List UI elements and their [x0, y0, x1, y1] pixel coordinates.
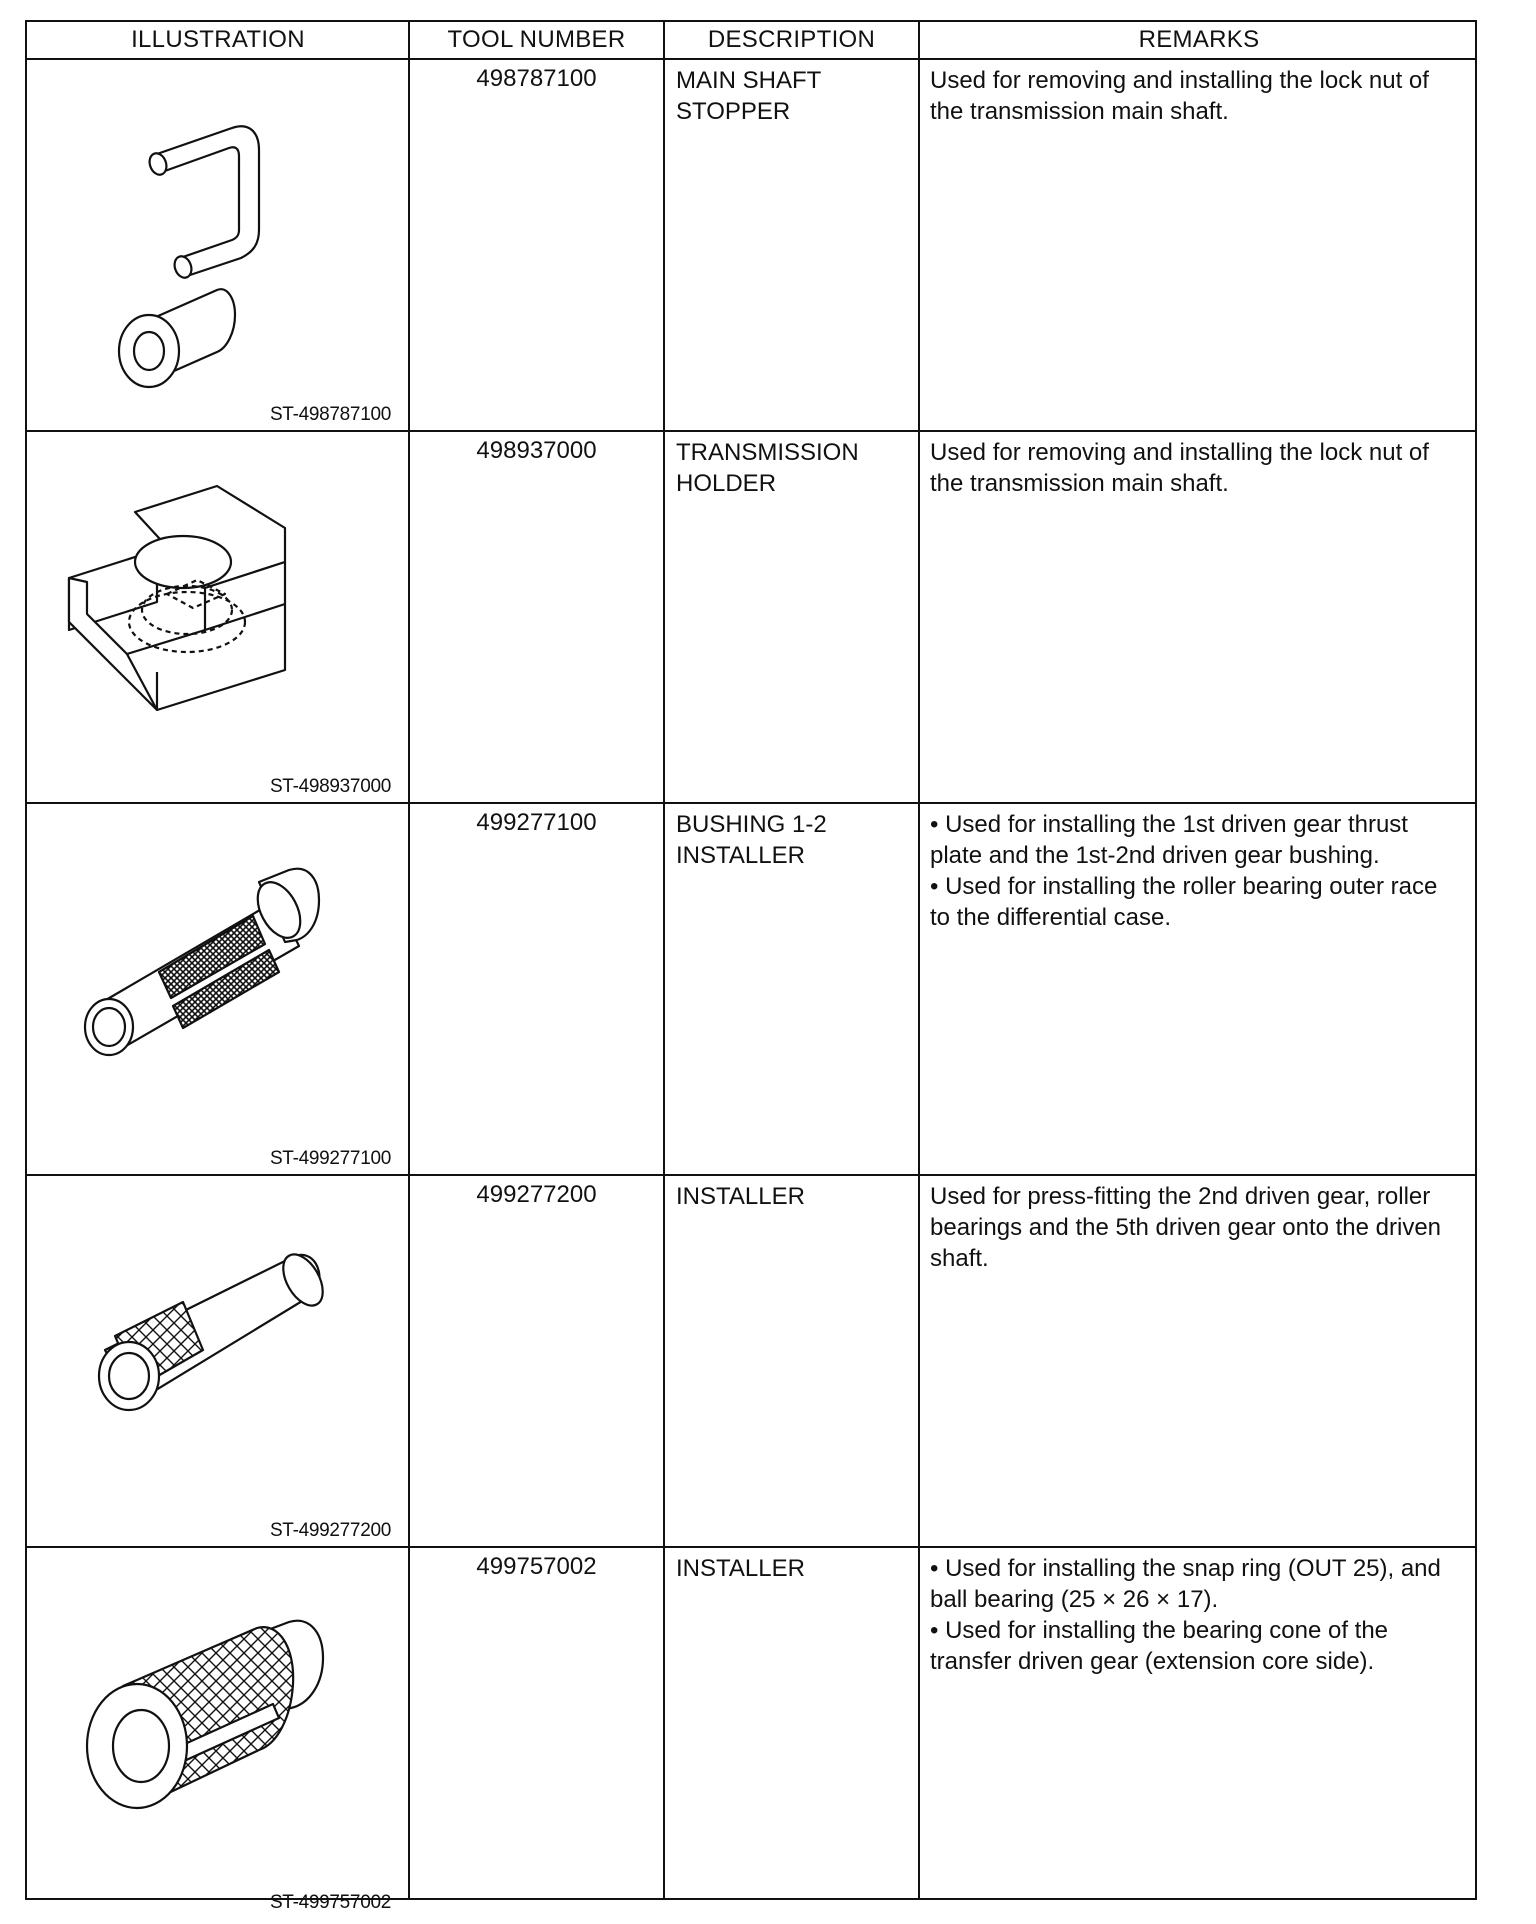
remarks: [919, 1548, 1479, 1920]
table-row: [27, 1548, 1475, 1920]
remarks: [919, 804, 1479, 1176]
description-line: INSTALLER: [676, 1183, 805, 1210]
remarks: [919, 60, 1479, 432]
table-row: [27, 804, 1475, 1176]
remarks-line: • Used for installing the 1st driven gear thrust: [930, 811, 1408, 838]
illustration-code: ST-498787100: [269, 404, 391, 425]
description-line: INSTALLER: [676, 842, 805, 869]
bushing-installer-icon: [27, 804, 409, 1176]
header-description: DESCRIPTION: [707, 26, 876, 53]
table-row: [27, 432, 1475, 804]
tool-number: 498787100: [476, 65, 597, 92]
remarks: [919, 1176, 1479, 1548]
main-shaft-stopper-icon: [27, 60, 409, 432]
remarks-line: • Used for installing the bearing cone of the: [930, 1617, 1389, 1644]
description-line: TRANSMISSION: [676, 439, 859, 466]
remarks-line: • Used for installing the roller bearing outer race: [930, 873, 1438, 900]
description: [664, 1176, 919, 1548]
illustration-cell: [27, 1176, 409, 1548]
transmission-holder-icon: [27, 432, 409, 804]
description-line: STOPPER: [676, 98, 791, 125]
header-remarks: REMARKS: [1138, 26, 1260, 53]
illustration-cell: [27, 432, 409, 804]
illustration-code: ST-499277100: [269, 1148, 391, 1169]
remarks-line: ball bearing (25 × 26 × 17).: [930, 1586, 1219, 1613]
illustration-cell: [27, 1548, 409, 1920]
installer-long-icon: [27, 1176, 409, 1548]
special-tools-table: [25, 20, 1477, 1913]
description: [664, 1548, 919, 1920]
description-line: INSTALLER: [676, 1555, 805, 1582]
illustration-code: ST-498937000: [269, 776, 391, 797]
remarks: [919, 432, 1479, 804]
installer-short-icon: [27, 1548, 409, 1920]
description: [664, 60, 919, 432]
tool-number: 499277100: [476, 809, 597, 836]
remarks-line: • Used for installing the snap ring (OUT 25), and: [930, 1555, 1441, 1582]
remarks-line: bearings and the 5th driven gear onto the driven: [930, 1214, 1442, 1241]
illustration-cell: [27, 804, 409, 1176]
description-line: HOLDER: [676, 470, 777, 497]
illustration-code: ST-499277200: [269, 1520, 391, 1541]
remarks-line: shaft.: [930, 1245, 989, 1272]
table-row: [27, 60, 1475, 432]
remarks-line: to the differential case.: [930, 904, 1172, 931]
description-line: BUSHING 1-2: [676, 811, 827, 838]
remarks-line: Used for removing and installing the lock nut of: [930, 439, 1429, 466]
table-row: [27, 1176, 1475, 1548]
remarks-line: the transmission main shaft.: [930, 98, 1229, 125]
description: [664, 804, 919, 1176]
tool-number: 499277200: [476, 1181, 597, 1208]
tool-number: 498937000: [476, 437, 597, 464]
remarks-line: Used for press-fitting the 2nd driven gear, roller: [930, 1183, 1431, 1210]
description: [664, 432, 919, 804]
remarks-line: plate and the 1st-2nd driven gear bushing.: [930, 842, 1380, 869]
header-tool-number: TOOL NUMBER: [447, 26, 626, 53]
tool-number: 499757002: [476, 1553, 597, 1580]
illustration-cell: [27, 60, 409, 432]
remarks-line: the transmission main shaft.: [930, 470, 1229, 497]
description-line: MAIN SHAFT: [676, 67, 822, 94]
illustration-code: ST-499757002: [269, 1892, 391, 1913]
remarks-line: transfer driven gear (extension core side).: [930, 1648, 1375, 1675]
remarks-line: Used for removing and installing the lock nut of: [930, 67, 1429, 94]
header-illustration: ILLUSTRATION: [131, 26, 305, 53]
